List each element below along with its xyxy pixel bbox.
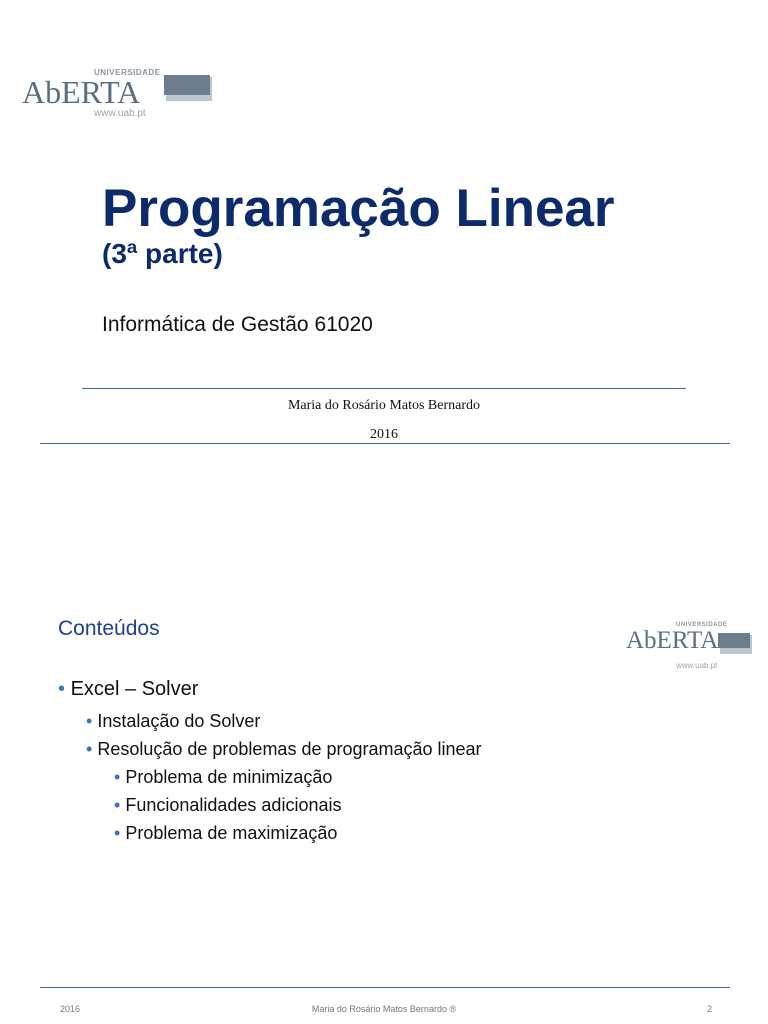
author-name: Maria do Rosário Matos Bernardo bbox=[287, 398, 481, 413]
year-label: 2016 bbox=[370, 427, 398, 442]
divider-top bbox=[82, 388, 686, 389]
slide-subtitle: (3ª parte) bbox=[102, 238, 223, 269]
footer-year: 2016 bbox=[60, 1004, 81, 1014]
slide-title: Programação Linear bbox=[102, 179, 615, 238]
bullet-text: Problema de minimização bbox=[125, 767, 333, 787]
bullet-dot-icon: • bbox=[114, 823, 121, 843]
divider-bottom bbox=[40, 443, 730, 444]
footer-author: Maria do Rosário Matos Bernardo ® bbox=[311, 1004, 457, 1014]
logo-wordmark: AbERTA bbox=[626, 627, 719, 654]
logo-block-dark bbox=[164, 75, 210, 95]
bullet-item bbox=[114, 823, 337, 844]
bullet-dot-icon: • bbox=[114, 795, 121, 815]
bullet-item bbox=[114, 795, 341, 816]
bullet-item bbox=[58, 678, 198, 701]
bullet-text: Excel – Solver bbox=[70, 678, 199, 700]
slide-gap bbox=[0, 487, 768, 572]
bullet-dot-icon: • bbox=[86, 739, 93, 759]
footer-page-number: 2 bbox=[706, 1004, 712, 1014]
logo-url: www.uab.pt bbox=[676, 661, 718, 670]
bullet-text: Funcionalidades adicionais bbox=[125, 795, 342, 815]
bullet-text: Problema de maximização bbox=[125, 823, 338, 843]
course-name: Informática de Gestão 61020 bbox=[102, 313, 373, 336]
logo-universidade-text: UNIVERSIDADE bbox=[676, 622, 728, 628]
aberta-logo bbox=[22, 66, 222, 126]
bullet-text: Resolução de problemas de programação linear bbox=[97, 739, 482, 759]
bullet-item bbox=[86, 739, 482, 760]
logo-url: www.uab.pt bbox=[94, 108, 146, 119]
logo-block-dark bbox=[718, 633, 750, 648]
bullet-dot-icon: • bbox=[86, 711, 93, 731]
bullet-dot-icon: • bbox=[58, 678, 66, 700]
footer-divider bbox=[40, 987, 730, 988]
aberta-logo-small bbox=[626, 622, 766, 672]
contents-heading: Conteúdos bbox=[58, 617, 160, 640]
logo-universidade-text: UNIVERSIDADE bbox=[94, 68, 161, 77]
bullet-dot-icon: • bbox=[114, 767, 121, 787]
bullet-item bbox=[86, 711, 260, 732]
logo-wordmark: AbERTA bbox=[22, 74, 141, 110]
bullet-item bbox=[114, 767, 332, 788]
bullet-text: Instalação do Solver bbox=[97, 711, 261, 731]
